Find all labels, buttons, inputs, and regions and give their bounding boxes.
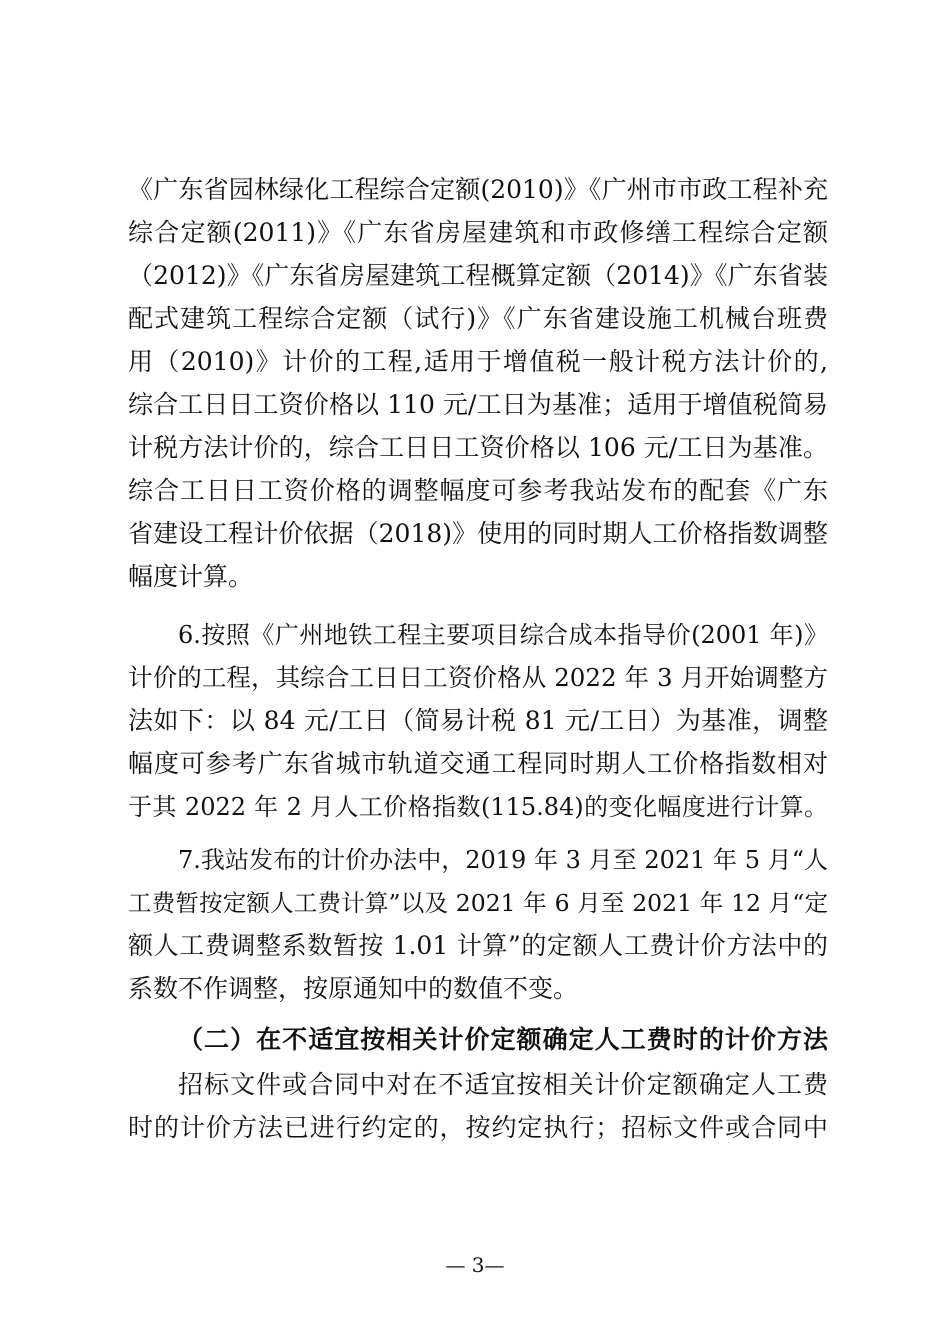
body-line: 招标文件或合同中对在不适宜按相关计价定额确定人工费 [178, 1070, 828, 1099]
body-line: 《广东省园林绿化工程综合定额(2010)》《广州市市政工程补充 [128, 175, 828, 204]
body-line: 省建设工程计价依据（2018)》使用的同时期人工价格指数调整 [128, 519, 828, 548]
body-line: 综合工日日工资价格以 110 元/工日为基准；适用于增值税简易 [128, 390, 828, 419]
body-line: 幅度可参考广东省城市轨道交通工程同时期人工价格指数相对 [128, 749, 828, 778]
body-line: 用（2010)》计价的工程,适用于增值税一般计税方法计价的, [128, 347, 828, 376]
body-line: 6.按照《广州地铁工程主要项目综合成本指导价(2001 年)》 [178, 621, 828, 649]
body-line: 额人工费调整系数暂按 1.01 计算”的定额人工费计价方法中的 [128, 931, 828, 960]
body-line: 幅度计算。 [128, 562, 254, 591]
section-heading: （二）在不适宜按相关计价定额确定人工费时的计价方法 [178, 1025, 828, 1054]
body-line: 综合定额(2011)》《广东省房屋建筑和市政修缮工程综合定额 [128, 218, 828, 247]
body-line: 工费暂按定额人工费计算”以及 2021 年 6 月至 2021 年 12 月“定 [128, 889, 828, 917]
body-line: 计价的工程，其综合工日日工资价格从 2022 年 3 月开始调整方 [128, 663, 828, 692]
body-line: 系数不作调整，按原通知中的数值不变。 [128, 974, 579, 1003]
body-line: 综合工日日工资价格的调整幅度可参考我站发布的配套《广东 [128, 476, 828, 505]
page-number: — 3— [445, 1253, 505, 1277]
body-line: 计税方法计价的，综合工日日工资价格以 106 元/工日为基准。 [128, 433, 828, 462]
body-line: 7.我站发布的计价办法中，2019 年 3 月至 2021 年 5 月“人 [178, 846, 828, 874]
body-line: （2012)》《广东省房屋建筑工程概算定额（2014)》《广东省装 [128, 261, 828, 290]
body-line: 配式建筑工程综合定额（试行)》《广东省建设施工机械台班费 [128, 304, 828, 333]
body-line: 时的计价方法已进行约定的，按约定执行；招标文件或合同中 [128, 1113, 828, 1142]
body-line: 法如下：以 84 元/工日（简易计税 81 元/工日）为基准，调整 [128, 706, 828, 735]
body-line: 于其 2022 年 2 月人工价格指数(115.84)的变化幅度进行计算。 [128, 793, 828, 821]
